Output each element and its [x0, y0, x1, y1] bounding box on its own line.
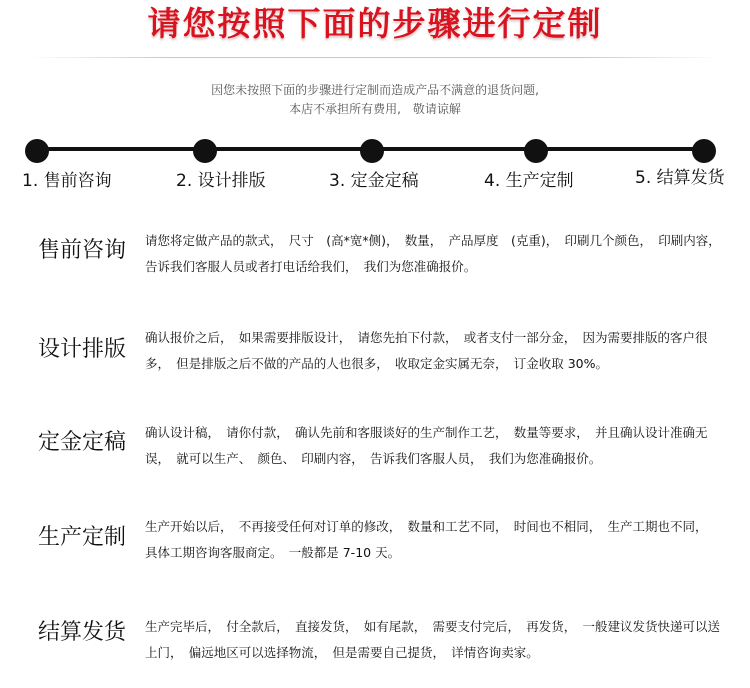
section-text-production: 生产开始以后， 不再接受任何对订单的修改， 数量和工艺不同， 时间也不相同， 生产工期也不同， 具体工期咨询客服商定。 一般都是 7-10 天。 [145, 519, 714, 560]
page-title: 请您按照下面的步骤进行定制 [147, 4, 603, 43]
step-label-1: 1. 售前咨询 [22, 171, 112, 191]
timeline-dot-1 [25, 139, 49, 163]
section-heading-design: 设计排版 [38, 337, 127, 362]
step-label-3: 3. 定金定稿 [329, 171, 419, 191]
section-text-design: 确认报价之后， 如果需要排版设计， 请您先拍下付款， 或者支付一部分金， 因为需要排版的客户很多， 但是排版之后不做的产品的人也很多， 收取定金实属无奈， 订金收取 30%。 [145, 330, 708, 371]
section-heading-deposit: 定金定稿 [38, 430, 127, 455]
timeline-dot-5 [692, 139, 716, 163]
section-text-presale: 请您将定做产品的款式， 尺寸 (高*宽*侧)， 数量， 产品厚度 (克重)， 印刷几个颜色， 印刷内容， 告诉我们客服人员或者打电话给我们， 我们为您准确报价。 [145, 233, 728, 274]
notice-line-1: 因您未按照下面的步骤进行定制而造成产品不满意的退货问题, [211, 83, 539, 97]
section-heading-shipping: 结算发货 [38, 620, 127, 645]
notice-line-2: 本店不承担所有费用, 敬请谅解 [289, 102, 461, 116]
section-heading-presale: 售前咨询 [38, 238, 127, 263]
step-label-2: 2. 设计排版 [176, 171, 266, 191]
section-heading-production: 生产定制 [38, 525, 127, 550]
title-divider [30, 57, 720, 58]
section-text-deposit: 确认设计稿， 请你付款， 确认先前和客服谈好的生产制作工艺， 数量等要求， 并且确认设计准确无误， 就可以生产、 颜色、 印刷内容， 告诉我们客服人员， 我们为您准确报价。 [145, 425, 708, 466]
step-label-5: 5. 结算发货 [635, 168, 725, 188]
step-label-4: 4. 生产定制 [484, 171, 574, 191]
timeline-dot-3 [360, 139, 384, 163]
section-text-shipping: 生产完毕后， 付全款后， 直接发货， 如有尾款， 需要支付完后， 再发货， 一般建议发货快递可以送上门， 偏远地区可以选择物流， 但是需要自己提货， 详情咨询卖家。 [145, 619, 721, 660]
timeline-dot-2 [193, 139, 217, 163]
timeline-dot-4 [524, 139, 548, 163]
